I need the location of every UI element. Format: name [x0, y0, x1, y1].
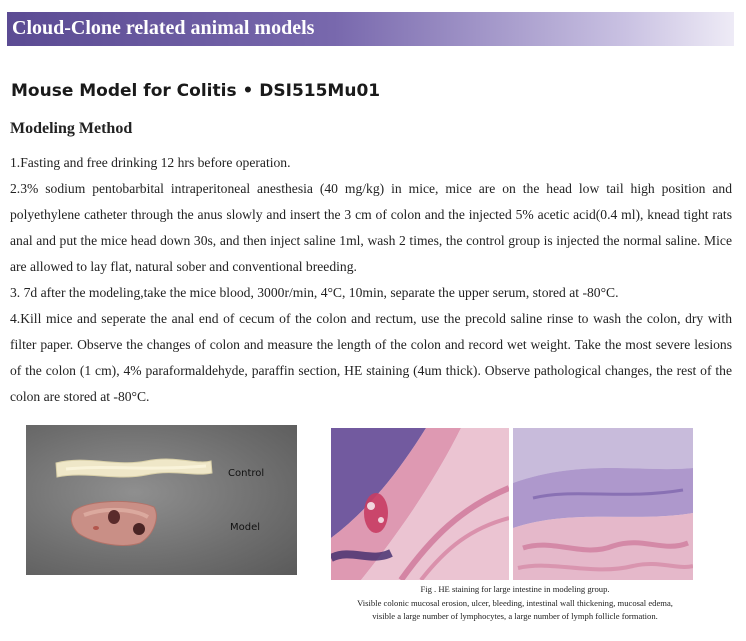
- header-banner: [7, 12, 734, 46]
- caption-line-1: Fig . HE staining for large intestine in modeling group.: [420, 584, 610, 594]
- he-stain-image-right: [513, 428, 693, 580]
- control-label: Control: [228, 468, 265, 479]
- colon-photo: [26, 425, 297, 575]
- step-2: 2.3% sodium pentobarbital intraperitoneal anesthesia (40 mg/kg) in mice, mice are on the head low tail high position and polyethylene catheter through the anus slowly and insert the 3 cm of colon and the injected 5% acetic acid(0.4 ml), knead tight rats anal and put the mice head down 30s, and then inject saline 1ml, wash 2 times, the control group is injected the normal saline. Mice are allowed to lay flat, natural sober and conventional breeding.: [10, 181, 732, 274]
- figure-caption: [320, 583, 710, 624]
- section-heading: Modeling Method: [10, 120, 133, 137]
- banner-title: Cloud-Clone related animal models: [12, 17, 315, 39]
- step-4: 4.Kill mice and seperate the anal end of cecum of the colon and rectum, use the precold saline rinse to wash the colon, dry with filter paper. Observe the changes of colon and measure the length of the colon and record wet weight. Take the most severe lesions of the colon (1 cm), 4% paraformaldehyde, paraffin section, HE staining (4um thick). Observe pathological changes, the rest of the colon are stored at -80°C.: [10, 311, 732, 404]
- caption-line-3: visible a large number of lymphocytes, a large number of lymph follicle formation.: [372, 611, 658, 621]
- modeling-steps: [10, 150, 732, 410]
- model-label: Model: [230, 522, 261, 533]
- he-stain-image-left: [331, 428, 509, 580]
- caption-line-2: Visible colonic mucosal erosion, ulcer, bleeding, intestinal wall thickening, mucosal edema,: [357, 597, 673, 608]
- model-title: Mouse Model for Colitis • DSI515Mu01: [11, 81, 381, 101]
- step-3: 3. 7d after the modeling,take the mice blood, 3000r/min, 4°C, 10min, separate the upper serum, stored at -80°C.: [10, 285, 619, 300]
- colon-specimens-illustration: [26, 425, 297, 575]
- step-1: 1.Fasting and free drinking 12 hrs before operation.: [10, 155, 291, 170]
- he-stain-illustration-left: [331, 428, 509, 580]
- he-stain-illustration-right: [513, 428, 693, 580]
